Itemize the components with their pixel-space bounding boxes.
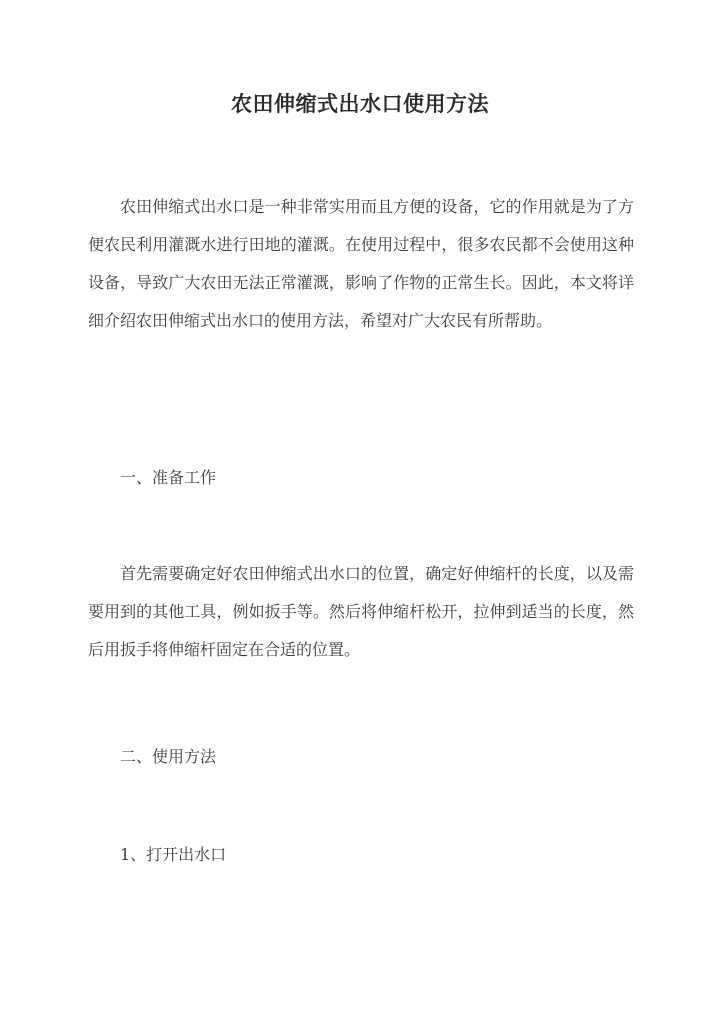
subsection-heading-open-outlet: 1、打开出水口 [120,845,227,864]
document-title: 农田伸缩式出水口使用方法 [231,91,489,116]
intro-paragraph: 农田伸缩式出水口是一种非常实用而且方便的设备，它的作用就是为了方便农民利用灌溉水进行田地的灌溉。在使用过程中，很多农民都不会使用这种设备，导致广大农田无法正常灌溉，影响了作物的正常生长。因此，本文将详细介绍农田伸缩式出水口的使用方法，希望对广大农民有所帮助。 [88,197,634,330]
section-heading-usage: 二、使用方法 [120,747,217,766]
preparation-paragraph: 首先需要确定好农田伸缩式出水口的位置，确定好伸缩杆的长度，以及需要用到的其他工具，例如扳手等。然后将伸缩杆松开，拉伸到适当的长度，然后用扳手将伸缩杆固定在合适的位置。 [88,564,634,659]
section-heading-preparation: 一、准备工作 [120,468,217,487]
